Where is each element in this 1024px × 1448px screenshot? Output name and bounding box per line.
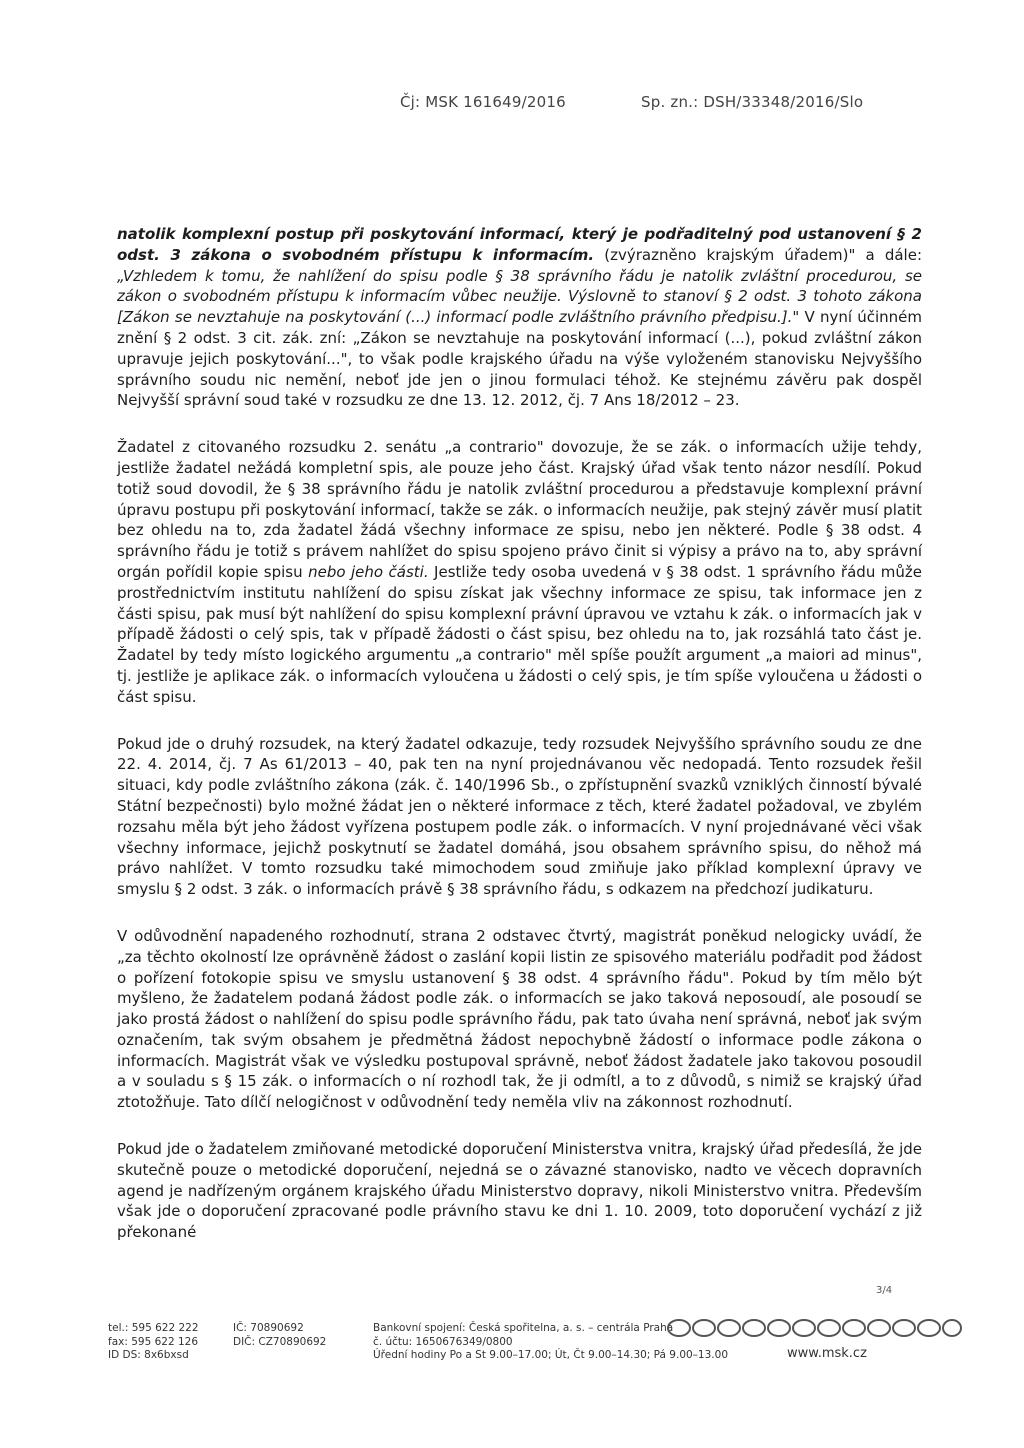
paragraph-text: " V nyní účinném znění § 2 odst. 3 cit. zák. zní: „Zákon se nevztahuje na poskytování informací (...), pokud zvláštní zákon upravuje jejich poskytování...", to však podle krajského úřadu na výše vyloženém stanovisku Nejvyššího správního soudu nic nemění, neboť jde jen o jinou formulaci téhož. Ke stejnému závěru pak dospěl Nejvyšší správní soud také v rozsudku ze dne 13. 12. 2012, čj. 7 Ans 18/2012 – 23. (117, 308, 922, 410)
paragraph-text: Jestliže tedy osoba uvedená v § 38 odst. 1 správního řádu může prostřednictvím institutu nahlížení do spisu získat jak všechny informace ze spisu, tak informace jen z části spisu, pak musí být nahlížení do spisu komplexní právní úpravou ve vztahu k zák. o informacích jak v případě žádosti o celý spis, tak v případě žádosti o část spisu, bez ohledu na to, jak rozsáhlá tato část je. Žadatel by tedy místo logického argumentu „a contrario" měl spíše použít argument „a maiori ad minus", tj. jestliže je aplikace zák. o informacích vyloučena u žádosti o celý spis, je tím spíše vyloučena u žádosti o část spisu. (117, 562, 922, 706)
footer-bank-name: Bankovní spojení: Česká spořitelna, a. s. – centrála Praha (373, 1322, 674, 1334)
paragraph (117, 1139, 922, 1243)
paragraph-text: nebo jeho části. (308, 562, 429, 581)
case-number: Čj: MSK 161649/2016 (400, 93, 566, 111)
paragraph (117, 926, 922, 1113)
paragraph-text: (zvýrazněno krajským úřadem)" a dále: (594, 245, 922, 264)
msk-chain-logo-icon (664, 1316, 964, 1340)
footer-tel: tel.: 595 622 222 (108, 1322, 199, 1334)
footer-fax: fax: 595 622 126 (108, 1335, 199, 1348)
paragraph (117, 437, 922, 707)
footer-account: č. účtu: 1650676349/0800 (373, 1335, 513, 1348)
footer-dic: DIČ: CZ70890692 (233, 1335, 327, 1348)
footer-ids (233, 1322, 326, 1349)
document-body (117, 224, 922, 1269)
paragraph-text: natolik komplexní postup při poskytování informací, který je podřaditelný pod ustanovení § 2 odst. 3 zákona o svobodném přístupu k informacím. (117, 225, 922, 264)
paragraph (117, 224, 922, 411)
file-reference: Sp. zn.: DSH/33348/2016/Slo (641, 93, 864, 111)
paragraph-text: Pokud jde o druhý rozsudek, na který žadatel odkazuje, tedy rozsudek Nejvyššího správního soudu ze dne 22. 4. 2014, čj. 7 As 61/2013 – 40, pak ten na nyní projednávanou věc nedopadá. Tento rozsudek řešil situaci, kdy podle zvláštního zákona (zák. č. 140/1996 Sb., o zpřístupnění svazků vzniklých činností bývalé Státní bezpečnosti) bylo možné žádat jen o některé informace z těch, které žadatel požadoval, ve zbylém rozsahu měla být jeho žádost vyřízena postupem podle zák. o informacích. V nyní projednávané věci však všechny informace, jejichž poskytnutí se žadatel domáhá, jsou obsahem správního spisu, do něhož má právo nahlížet. V tomto rozsudku také mimochodem soud zmiňuje jako příklad komplexní úpravy ve smyslu § 2 odst. 3 zák. o informacích právě § 38 správního řádu, s odkazem na předchozí judikaturu. (117, 734, 922, 899)
paragraph-text: „Vzhledem k tomu, že nahlížení do spisu podle § 38 správního řádu je natolik zvláštní procedurou, se zákon o svobodném přístupu k informacím vůbec neužije. Výslovně to stanoví § 2 odst. 3 tohoto zákona [Zákon se nevztahuje na poskytování (...) informací podle zvláštního právního předpisu.]. (117, 266, 922, 327)
footer-website[interactable]: www.msk.cz (787, 1346, 867, 1361)
footer-hours: Úřední hodiny Po a St 9.00–17.00; Út, Čt 9.00–14.30; Pá 9.00–13.00 (373, 1349, 728, 1361)
footer-contact (108, 1322, 199, 1363)
paragraph-text: Pokud jde o žadatelem zmiňované metodické doporučení Ministerstva vnitra, krajský úřad předesílá, že jde skutečně pouze o metodické doporučení, nejedná se o závazné stanovisko, nadto ve věcech dopravních agend je nadřízeným orgánem krajského úřadu Ministerstvo dopravy, nikoli Ministerstvo vnitra. Především však jde o doporučení zpracované podle právního stavu ke dni 1. 10. 2009, toto doporučení vychází z již překonané (117, 1140, 922, 1242)
paragraph (117, 734, 922, 900)
footer-ic: IČ: 70890692 (233, 1322, 304, 1334)
page-number: 3/4 (876, 1285, 893, 1296)
footer-data-box: ID DS: 8x6bxsd (108, 1349, 189, 1361)
paragraph-text: Žadatel z citovaného rozsudku 2. senátu „a contrario" dovozuje, že se zák. o informacích užije tehdy, jestliže žadatel nežádá kompletní spis, ale pouze jeho část. Krajský úřad však tento názor nesdílí. Pokud totiž soud dovodil, že § 38 správního řádu je natolik zvláštní procedurou a představuje komplexní právní úpravu postupu při poskytování informací, takže se zák. o informacích neužije, pak stejný závěr musí platit bez ohledu na to, zda žadatel žádá všechny informace ze spisu, nebo jen některé. Podle § 38 odst. 4 správního řádu je totiž s právem nahlížet do spisu spojeno právo činit si výpisy a právo na to, aby správní orgán pořídil kopie spisu (117, 438, 922, 581)
paragraph-text: V odůvodnění napadeného rozhodnutí, strana 2 odstavec čtvrtý, magistrát poněkud nelogicky uvádí, že „za těchto okolností lze oprávněně žádost o zaslání kopii listin ze spisového materiálu podřadit pod žádost o pořízení fotokopie spisu ve smyslu ustanovení § 38 odst. 4 správního řádu". Pokud by tím mělo být myšleno, že žadatelem podaná žádost podle zák. o informacích se jako taková neposoudí, ale posoudí se jako prostá žádost o nahlížení do spisu podle správního řádu, pak tato úvaha není správná, neboť jak svým označením, tak svým obsahem je předmětná žádost nepochybně žádostí o informace podle zákona o informacích. Magistrát však ve výsledku postupoval správně, neboť žádost žadatele jako takovou posoudil a v souladu s § 15 zák. o informacích o ní rozhodl tak, že ji odmítl, a to z důvodů, s nimiž se krajský úřad ztotožňuje. Tato dílčí nelogičnost v odůvodnění tedy neměla vliv na zákonnost rozhodnutí. (117, 926, 922, 1112)
